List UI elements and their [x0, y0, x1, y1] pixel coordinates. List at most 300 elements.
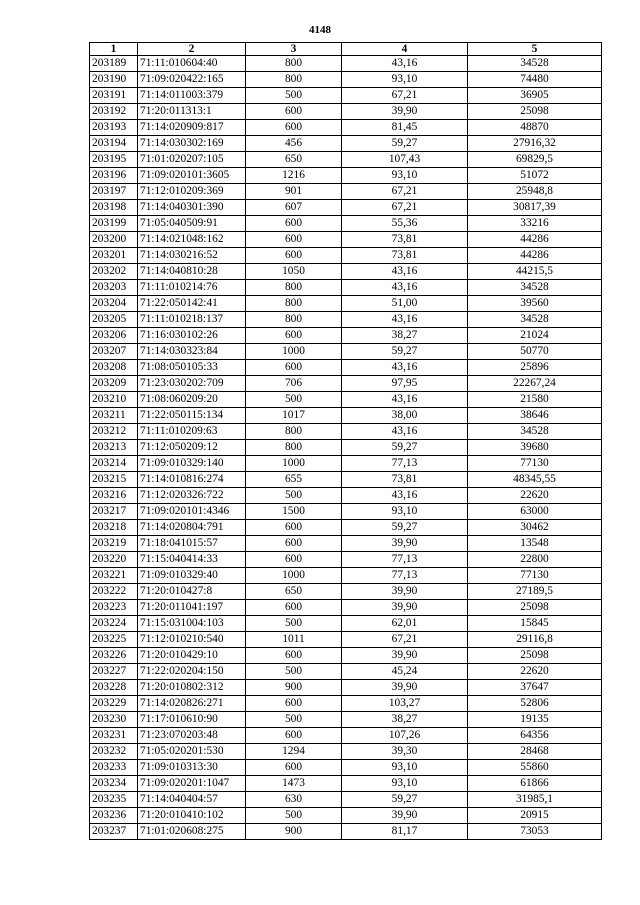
table-cell: 203207 — [90, 344, 138, 360]
table-cell: 43,16 — [342, 424, 468, 440]
table-row — [90, 696, 602, 712]
table-cell: 203232 — [90, 744, 138, 760]
table-cell: 203219 — [90, 536, 138, 552]
table-cell: 77,13 — [342, 552, 468, 568]
table-cell: 203222 — [90, 584, 138, 600]
table-cell: 93,10 — [342, 72, 468, 88]
table-cell: 38,27 — [342, 712, 468, 728]
table-cell: 500 — [246, 808, 342, 824]
table-cell: 203192 — [90, 104, 138, 120]
table-cell: 71:23:070203:48 — [138, 728, 246, 744]
table-cell: 203198 — [90, 200, 138, 216]
table-cell: 203200 — [90, 232, 138, 248]
table-row — [90, 584, 602, 600]
table-cell: 71:14:020826:271 — [138, 696, 246, 712]
table-cell: 77130 — [468, 456, 602, 472]
table-cell: 52806 — [468, 696, 602, 712]
table-cell: 71:22:050115:134 — [138, 408, 246, 424]
page-number: 4148 — [309, 24, 331, 36]
table-cell: 67,21 — [342, 88, 468, 104]
table-cell: 71:15:031004:103 — [138, 616, 246, 632]
table-cell: 51072 — [468, 168, 602, 184]
table-cell: 600 — [246, 760, 342, 776]
table-row — [90, 152, 602, 168]
table-cell: 71:08:050105:33 — [138, 360, 246, 376]
table-cell: 45,24 — [342, 664, 468, 680]
table-row — [90, 680, 602, 696]
table-cell: 93,10 — [342, 776, 468, 792]
table-cell: 71:14:011003:379 — [138, 88, 246, 104]
table-cell: 630 — [246, 792, 342, 808]
table-cell: 203226 — [90, 648, 138, 664]
table-cell: 900 — [246, 824, 342, 840]
table-cell: 71:20:010427:8 — [138, 584, 246, 600]
table-cell: 62,01 — [342, 616, 468, 632]
table-cell: 77,13 — [342, 456, 468, 472]
table-row — [90, 712, 602, 728]
table-cell: 34528 — [468, 56, 602, 72]
table-cell: 64356 — [468, 728, 602, 744]
table-cell: 71:09:010329:140 — [138, 456, 246, 472]
table-cell: 203223 — [90, 600, 138, 616]
table-cell: 69829,5 — [468, 152, 602, 168]
table-cell: 800 — [246, 72, 342, 88]
table-cell: 97,95 — [342, 376, 468, 392]
table-cell: 71:14:021048:162 — [138, 232, 246, 248]
table-row — [90, 312, 602, 328]
table-cell: 22620 — [468, 488, 602, 504]
table-row — [90, 408, 602, 424]
table-cell: 600 — [246, 648, 342, 664]
table-cell: 73053 — [468, 824, 602, 840]
table-row — [90, 344, 602, 360]
table-cell: 25098 — [468, 104, 602, 120]
table-row — [90, 200, 602, 216]
table-row — [90, 120, 602, 136]
table-cell: 39,90 — [342, 648, 468, 664]
table-cell: 44286 — [468, 232, 602, 248]
table-cell: 71:14:030216:52 — [138, 248, 246, 264]
table-row — [90, 440, 602, 456]
table-cell: 43,16 — [342, 488, 468, 504]
table-cell: 59,27 — [342, 136, 468, 152]
table-cell: 203220 — [90, 552, 138, 568]
table-cell: 28468 — [468, 744, 602, 760]
table-cell: 25948,8 — [468, 184, 602, 200]
table-cell: 21024 — [468, 328, 602, 344]
table-cell: 1473 — [246, 776, 342, 792]
column-header: 4 — [342, 43, 468, 56]
table-cell: 600 — [246, 600, 342, 616]
table-cell: 59,27 — [342, 520, 468, 536]
table-cell: 71:11:010214:76 — [138, 280, 246, 296]
column-header: 2 — [138, 43, 246, 56]
table-cell: 71:12:010209:369 — [138, 184, 246, 200]
table-cell: 203208 — [90, 360, 138, 376]
table-cell: 15845 — [468, 616, 602, 632]
table-cell: 1011 — [246, 632, 342, 648]
table-cell: 71:09:020101:4346 — [138, 504, 246, 520]
table-cell: 203206 — [90, 328, 138, 344]
table-cell: 38,00 — [342, 408, 468, 424]
table-cell: 203215 — [90, 472, 138, 488]
table-cell: 71:14:020804:791 — [138, 520, 246, 536]
table-cell: 1294 — [246, 744, 342, 760]
table-cell: 650 — [246, 584, 342, 600]
table-body — [90, 56, 602, 840]
table-row — [90, 824, 602, 840]
table-cell: 203209 — [90, 376, 138, 392]
table-row — [90, 520, 602, 536]
table-cell: 500 — [246, 488, 342, 504]
table-cell: 1500 — [246, 504, 342, 520]
table-cell: 203227 — [90, 664, 138, 680]
column-header: 5 — [468, 43, 602, 56]
table-cell: 203203 — [90, 280, 138, 296]
table-cell: 25098 — [468, 600, 602, 616]
table-cell: 203217 — [90, 504, 138, 520]
table-row — [90, 600, 602, 616]
table-cell: 500 — [246, 616, 342, 632]
table-cell: 43,16 — [342, 280, 468, 296]
table-cell: 1000 — [246, 344, 342, 360]
table-cell: 600 — [246, 104, 342, 120]
table-cell: 203225 — [90, 632, 138, 648]
table-cell: 500 — [246, 664, 342, 680]
table-cell: 43,16 — [342, 56, 468, 72]
table-cell: 203210 — [90, 392, 138, 408]
table-cell: 800 — [246, 296, 342, 312]
table-cell: 600 — [246, 232, 342, 248]
table-cell: 22620 — [468, 664, 602, 680]
table-cell: 71:15:040414:33 — [138, 552, 246, 568]
table-cell: 39680 — [468, 440, 602, 456]
table-cell: 59,27 — [342, 344, 468, 360]
table-row — [90, 456, 602, 472]
table-cell: 71:20:010429:10 — [138, 648, 246, 664]
table-cell: 44286 — [468, 248, 602, 264]
table-cell: 43,16 — [342, 360, 468, 376]
table-cell: 71:05:020201:530 — [138, 744, 246, 760]
table-cell: 71:17:010610:90 — [138, 712, 246, 728]
table-cell: 71:22:050142:41 — [138, 296, 246, 312]
table-cell: 203230 — [90, 712, 138, 728]
table-cell: 71:09:010329:40 — [138, 568, 246, 584]
table-row — [90, 744, 602, 760]
table-cell: 81,17 — [342, 824, 468, 840]
table-cell: 44215,5 — [468, 264, 602, 280]
table-cell: 93,10 — [342, 504, 468, 520]
table-cell: 600 — [246, 120, 342, 136]
table-cell: 203235 — [90, 792, 138, 808]
table-cell: 71:22:020204:150 — [138, 664, 246, 680]
table-cell: 800 — [246, 424, 342, 440]
table-cell: 81,45 — [342, 120, 468, 136]
table-cell: 1000 — [246, 456, 342, 472]
table-cell: 203213 — [90, 440, 138, 456]
table-cell: 55860 — [468, 760, 602, 776]
table-row — [90, 328, 602, 344]
table-row — [90, 648, 602, 664]
table-cell: 71:14:040810:28 — [138, 264, 246, 280]
table-cell: 38646 — [468, 408, 602, 424]
table-row — [90, 248, 602, 264]
table-cell: 74480 — [468, 72, 602, 88]
table-cell: 71:01:020608:275 — [138, 824, 246, 840]
table-cell: 203204 — [90, 296, 138, 312]
table-cell: 71:18:041015:57 — [138, 536, 246, 552]
table-cell: 500 — [246, 88, 342, 104]
table-cell: 19135 — [468, 712, 602, 728]
table-cell: 39,90 — [342, 584, 468, 600]
table-row — [90, 56, 602, 72]
table-cell: 600 — [246, 360, 342, 376]
table-row — [90, 760, 602, 776]
table-cell: 13548 — [468, 536, 602, 552]
table-cell: 55,36 — [342, 216, 468, 232]
table-cell: 61866 — [468, 776, 602, 792]
table-cell: 39560 — [468, 296, 602, 312]
table-row — [90, 472, 602, 488]
table-cell: 600 — [246, 696, 342, 712]
table-cell: 71:11:010209:63 — [138, 424, 246, 440]
table-cell: 203229 — [90, 696, 138, 712]
table-cell: 203231 — [90, 728, 138, 744]
table-cell: 600 — [246, 520, 342, 536]
table-cell: 203221 — [90, 568, 138, 584]
table-row — [90, 792, 602, 808]
table-cell: 107,26 — [342, 728, 468, 744]
table-cell: 71:16:030102:26 — [138, 328, 246, 344]
table-cell: 500 — [246, 712, 342, 728]
table-cell: 93,10 — [342, 760, 468, 776]
table-cell: 103,27 — [342, 696, 468, 712]
table-cell: 20915 — [468, 808, 602, 824]
table-cell: 203194 — [90, 136, 138, 152]
table-cell: 30817,39 — [468, 200, 602, 216]
table-cell: 43,16 — [342, 392, 468, 408]
table-row — [90, 72, 602, 88]
table-cell: 30462 — [468, 520, 602, 536]
table-cell: 71:12:050209:12 — [138, 440, 246, 456]
table-row — [90, 504, 602, 520]
table-cell: 25098 — [468, 648, 602, 664]
table-cell: 71:09:020201:1047 — [138, 776, 246, 792]
table-cell: 71:11:010218:137 — [138, 312, 246, 328]
table-row — [90, 216, 602, 232]
table-cell: 203195 — [90, 152, 138, 168]
table-cell: 39,90 — [342, 680, 468, 696]
table-cell: 73,81 — [342, 232, 468, 248]
table-cell: 71:20:010410:102 — [138, 808, 246, 824]
table-cell: 29116,8 — [468, 632, 602, 648]
table-cell: 901 — [246, 184, 342, 200]
table-cell: 43,16 — [342, 312, 468, 328]
table-cell: 38,27 — [342, 328, 468, 344]
table-cell: 48345,55 — [468, 472, 602, 488]
table-cell: 71:08:060209:20 — [138, 392, 246, 408]
table-cell: 203214 — [90, 456, 138, 472]
table-row — [90, 376, 602, 392]
table-cell: 107,43 — [342, 152, 468, 168]
table-cell: 39,90 — [342, 104, 468, 120]
table-cell: 50770 — [468, 344, 602, 360]
table-row — [90, 664, 602, 680]
table-cell: 37647 — [468, 680, 602, 696]
table-cell: 1000 — [246, 568, 342, 584]
column-header: 3 — [246, 43, 342, 56]
table-cell: 71:20:011041:197 — [138, 600, 246, 616]
table-row — [90, 632, 602, 648]
table-cell: 800 — [246, 56, 342, 72]
table-row — [90, 616, 602, 632]
table-cell: 655 — [246, 472, 342, 488]
table-cell: 73,81 — [342, 472, 468, 488]
table-cell: 71:23:030202:709 — [138, 376, 246, 392]
table-cell: 203205 — [90, 312, 138, 328]
table-cell: 71:09:020422:165 — [138, 72, 246, 88]
table-row — [90, 232, 602, 248]
table-cell: 93,10 — [342, 168, 468, 184]
table-cell: 51,00 — [342, 296, 468, 312]
table-cell: 77130 — [468, 568, 602, 584]
table-cell: 71:14:040301:390 — [138, 200, 246, 216]
table-row — [90, 568, 602, 584]
table-cell: 203199 — [90, 216, 138, 232]
table-cell: 67,21 — [342, 184, 468, 200]
table-cell: 67,21 — [342, 632, 468, 648]
table-cell: 33216 — [468, 216, 602, 232]
table-cell: 39,90 — [342, 536, 468, 552]
table-cell: 36905 — [468, 88, 602, 104]
table-cell: 25896 — [468, 360, 602, 376]
table-cell: 71:14:010816:274 — [138, 472, 246, 488]
table-cell: 71:12:020326:722 — [138, 488, 246, 504]
table-cell: 203201 — [90, 248, 138, 264]
table-cell: 71:09:020101:3605 — [138, 168, 246, 184]
table-cell: 203211 — [90, 408, 138, 424]
table-cell: 600 — [246, 248, 342, 264]
table-row — [90, 184, 602, 200]
table-cell: 71:14:020909:817 — [138, 120, 246, 136]
table-row — [90, 808, 602, 824]
table-row — [90, 776, 602, 792]
table-cell: 43,16 — [342, 264, 468, 280]
table-cell: 1216 — [246, 168, 342, 184]
table-cell: 203237 — [90, 824, 138, 840]
table-cell: 203218 — [90, 520, 138, 536]
column-header: 1 — [90, 43, 138, 56]
table-row — [90, 536, 602, 552]
table-cell: 1050 — [246, 264, 342, 280]
table-row — [90, 280, 602, 296]
table-cell: 800 — [246, 280, 342, 296]
table-cell: 39,90 — [342, 600, 468, 616]
table-cell: 203234 — [90, 776, 138, 792]
table-cell: 22800 — [468, 552, 602, 568]
table-cell: 71:05:040509:91 — [138, 216, 246, 232]
table-cell: 71:12:010210:540 — [138, 632, 246, 648]
table-cell: 203236 — [90, 808, 138, 824]
table-cell: 39,90 — [342, 808, 468, 824]
table-row — [90, 264, 602, 280]
table-row — [90, 88, 602, 104]
table-cell: 71:11:010604:40 — [138, 56, 246, 72]
table-cell: 706 — [246, 376, 342, 392]
table-cell: 203191 — [90, 88, 138, 104]
table-cell: 203193 — [90, 120, 138, 136]
table-cell: 31985,1 — [468, 792, 602, 808]
table-cell: 607 — [246, 200, 342, 216]
table-row — [90, 552, 602, 568]
table-cell: 600 — [246, 328, 342, 344]
table-cell: 500 — [246, 392, 342, 408]
table-cell: 34528 — [468, 280, 602, 296]
table-row — [90, 392, 602, 408]
table-cell: 203189 — [90, 56, 138, 72]
table-cell: 203216 — [90, 488, 138, 504]
table-row — [90, 728, 602, 744]
table-cell: 73,81 — [342, 248, 468, 264]
table-cell: 203197 — [90, 184, 138, 200]
table-cell: 203190 — [90, 72, 138, 88]
table-row — [90, 136, 602, 152]
table-cell: 203233 — [90, 760, 138, 776]
table-cell: 203196 — [90, 168, 138, 184]
table-cell: 650 — [246, 152, 342, 168]
table-cell: 71:09:010313:30 — [138, 760, 246, 776]
table-cell: 71:14:030302:169 — [138, 136, 246, 152]
table-cell: 48870 — [468, 120, 602, 136]
table-cell: 34528 — [468, 312, 602, 328]
table-cell: 600 — [246, 216, 342, 232]
table-cell: 203228 — [90, 680, 138, 696]
table-cell: 456 — [246, 136, 342, 152]
table-row — [90, 296, 602, 312]
table-cell: 27916,32 — [468, 136, 602, 152]
table-row — [90, 424, 602, 440]
table-cell: 1017 — [246, 408, 342, 424]
table-cell: 77,13 — [342, 568, 468, 584]
table-cell: 71:14:040404:57 — [138, 792, 246, 808]
table-cell: 203224 — [90, 616, 138, 632]
table-cell: 800 — [246, 440, 342, 456]
table-row — [90, 168, 602, 184]
table-row — [90, 360, 602, 376]
table-cell: 600 — [246, 728, 342, 744]
table-row — [90, 488, 602, 504]
data-table — [89, 42, 602, 840]
table-cell: 203212 — [90, 424, 138, 440]
table-cell: 21580 — [468, 392, 602, 408]
table-cell: 34528 — [468, 424, 602, 440]
table-header-row — [90, 43, 602, 56]
table-cell: 71:20:011313:1 — [138, 104, 246, 120]
table-cell: 27189,5 — [468, 584, 602, 600]
table-cell: 800 — [246, 312, 342, 328]
table-cell: 900 — [246, 680, 342, 696]
table-cell: 39,30 — [342, 744, 468, 760]
table-cell: 59,27 — [342, 792, 468, 808]
table-cell: 22267,24 — [468, 376, 602, 392]
table-cell: 59,27 — [342, 440, 468, 456]
table-cell: 71:20:010802:312 — [138, 680, 246, 696]
table-cell: 203202 — [90, 264, 138, 280]
table-cell: 600 — [246, 536, 342, 552]
table-row — [90, 104, 602, 120]
table-cell: 71:01:020207:105 — [138, 152, 246, 168]
table-cell: 63000 — [468, 504, 602, 520]
